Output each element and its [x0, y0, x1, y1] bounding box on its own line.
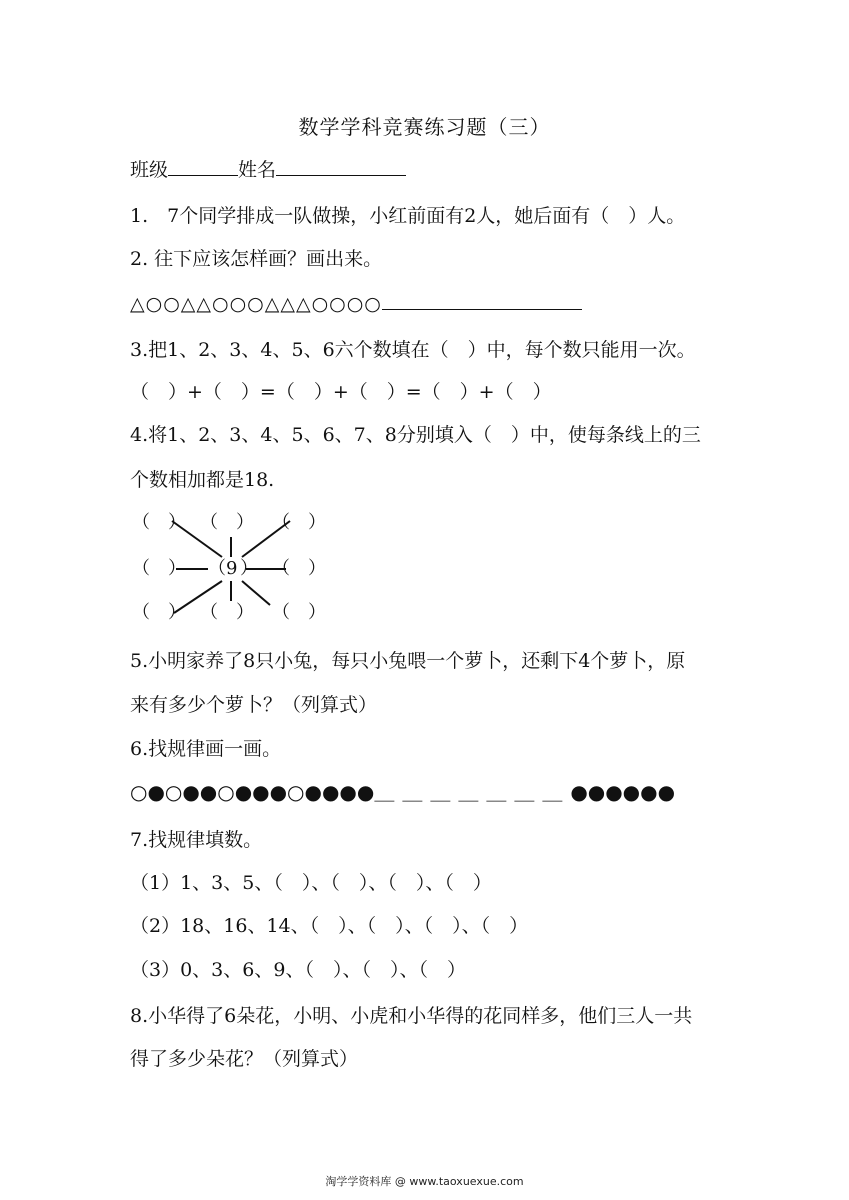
footer-watermark: 淘学学资料库 @ www.taoxuexue.com [325, 1175, 524, 1188]
q3-equation: （ ）+（ ）=（ ）+（ ）=（ ）+（ ） [130, 381, 552, 403]
q7-item-3: （3）0、3、6、9、（ ）、（ ）、（ ） [130, 959, 466, 981]
question-3: 3.把1、2、3、4、5、6六个数填在（ ）中，每个数只能用一次。 [130, 339, 696, 361]
q2-shape-row [130, 289, 789, 318]
q2-answer-blank [382, 289, 582, 310]
q6-sequence-start: ○●○●●○●●●○●●●● [130, 780, 375, 804]
q7-item-1: （1）1、3、5、（ ）、（ ）、（ ）、（ ） [130, 872, 492, 894]
q6-circle-row [130, 778, 789, 806]
center-open: （ [208, 558, 226, 579]
blank-bottom-left: （ ） [132, 602, 186, 623]
page-title: 数学学科竞赛练习题（三） [298, 115, 551, 139]
question-4-line-2: 个数相加都是18. [130, 469, 275, 491]
header-fields [130, 155, 789, 184]
question-8-line-1: 8.小华得了6朵花，小明、小虎和小华得的花同样多，他们三人一共 [130, 1005, 693, 1027]
center-close: ） [240, 558, 258, 579]
blank-top: （ ） [200, 512, 254, 533]
blank-bottom-right: （ ） [272, 602, 326, 623]
question-5-line-1: 5.小明家养了8只小兔，每只小兔喂一个萝卜，还剩下4个萝卜，原 [130, 650, 686, 672]
class-blank [168, 155, 238, 176]
center-number: 9 [226, 558, 238, 579]
blank-bottom: （ ） [200, 602, 254, 623]
question-5-line-2: 来有多少个萝卜？（列算式） [130, 694, 378, 716]
blank-right: （ ） [272, 558, 326, 579]
question-2: 2. 往下应该怎样画？画出来。 [130, 248, 383, 270]
q2-shape-sequence: △○○△△○○○△△△○○○○ [130, 293, 382, 315]
q6-sequence-end: ●●●●●● [570, 780, 676, 804]
q6-answer-blanks: ＿＿＿＿＿＿＿ [374, 780, 571, 804]
star-figure [130, 505, 340, 625]
question-4-line-1: 4.将1、2、3、4、5、6、7、8分别填入（ ）中，使每条线上的三 [130, 424, 701, 446]
name-blank [276, 155, 406, 176]
q7-item-2: （2）18、16、14、（ ）、（ ）、（ ）、（ ） [130, 915, 529, 937]
question-1: 1. 7个同学排成一队做操，小红前面有2人，她后面有（ ）人。 [130, 205, 686, 227]
question-8-line-2: 得了多少朵花？（列算式） [130, 1048, 359, 1070]
class-label: 班级 [130, 159, 169, 181]
question-7: 7.找规律填数。 [130, 829, 263, 851]
name-label: 姓名 [238, 159, 277, 181]
question-6: 6.找规律画一画。 [130, 738, 282, 760]
blank-left: （ ） [132, 558, 186, 579]
blank-top-left: （ ） [132, 512, 186, 533]
blank-top-right: （ ） [272, 512, 326, 533]
